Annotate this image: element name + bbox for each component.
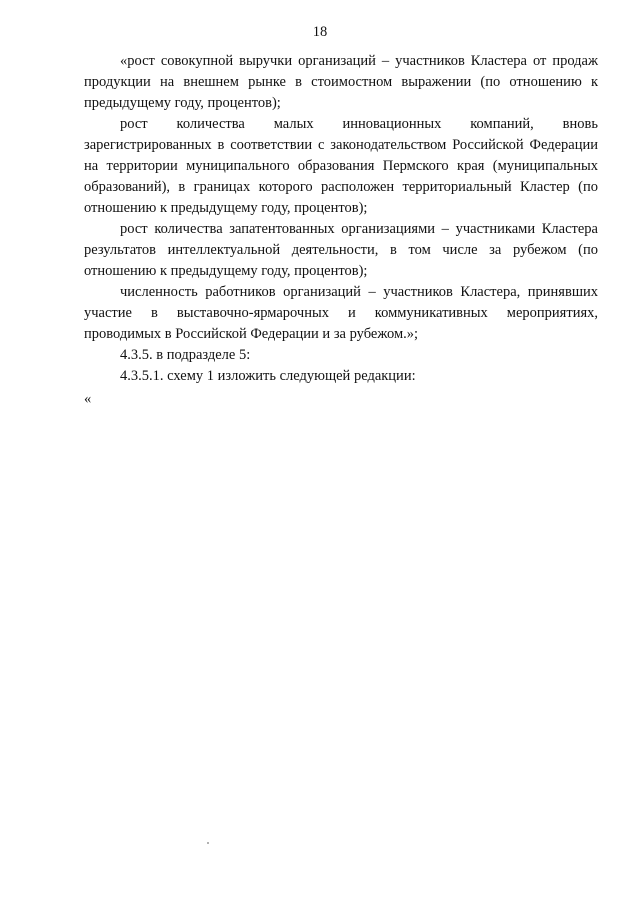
- paragraph-employees-exhibitions: численность работников организаций – участников Кластера, принявших участие в выставочно-ярмарочных и коммуникативных мероприятиях, проводимых в Российской Федерации и за рубежом.»;: [84, 284, 598, 342]
- scan-speck: [207, 842, 209, 844]
- paragraph-subsection-5: 4.3.5. в подразделе 5:: [120, 347, 251, 363]
- paragraph-revenue-growth: «рост совокупной выручки организаций – участников Кластера от продаж продукции на внешнем рынке в стоимостном выражении (по отношению к предыдущему году, процентов);: [84, 53, 598, 111]
- paragraph-scheme-1: 4.3.5.1. схему 1 изложить следующей редакции:: [120, 368, 416, 384]
- document-body: [84, 51, 598, 410]
- page-number: 18: [312, 24, 328, 40]
- opening-quote-mark: «: [84, 391, 92, 407]
- paragraph-small-companies-growth: рост количества малых инновационных компаний, вновь зарегистрированных в соответствии с законодательством Российской Федерации на территории муниципального образования Пермского края (муниципальных образований), в границах которого расположен территориальный Кластер (по отношению к предыдущему году, процентов);: [84, 116, 598, 216]
- paragraph-patents-growth: рост количества запатентованных организациями – участниками Кластера результатов интеллектуальной деятельности, в том числе за рубежом (по отношению к предыдущему году, процентов);: [84, 221, 598, 279]
